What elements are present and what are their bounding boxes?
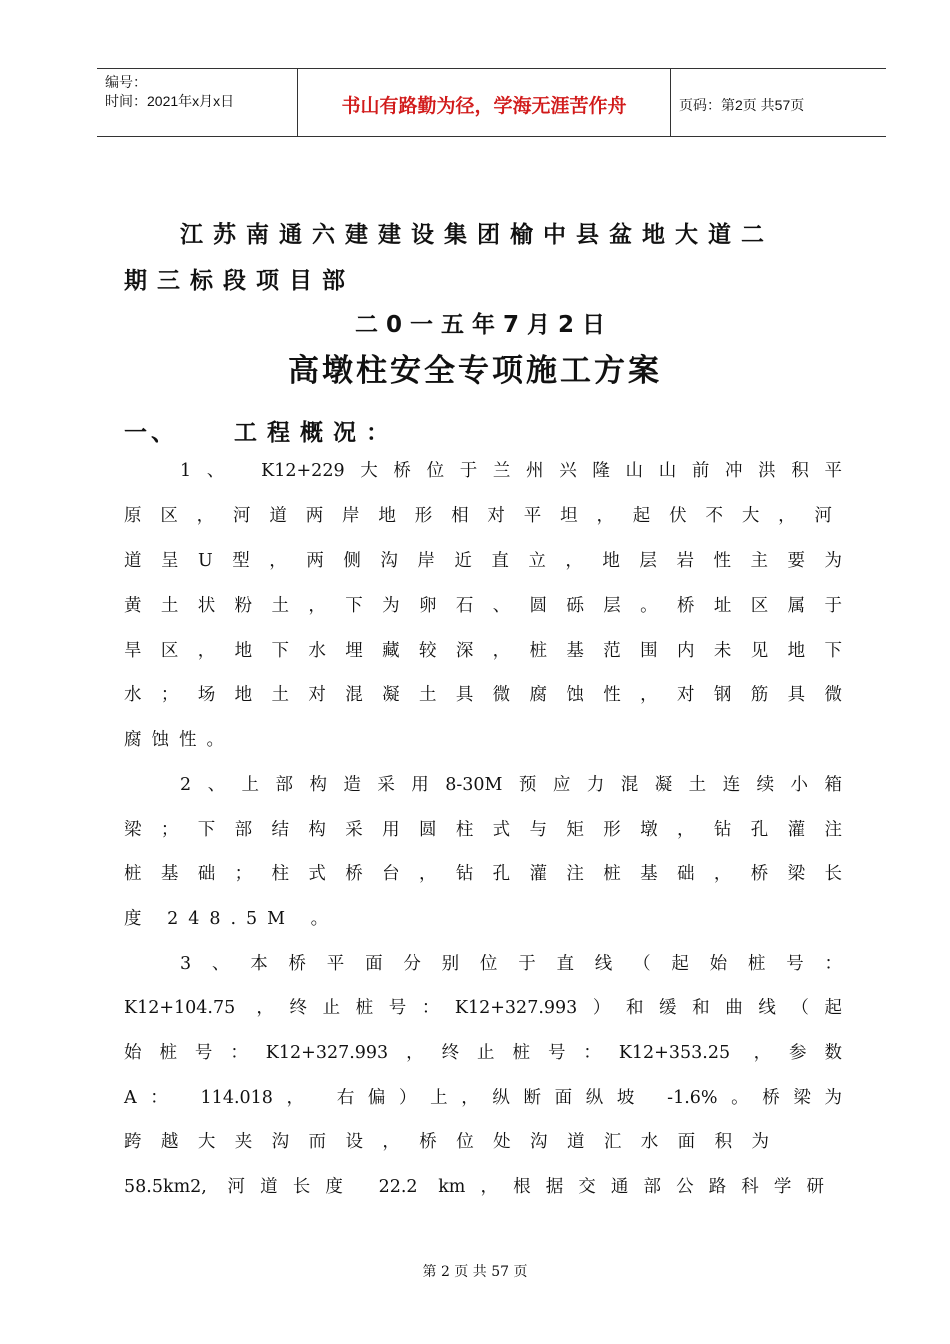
- body-line: 2、上部构造采用8-30M预应力混凝土连续小箱: [180, 775, 842, 795]
- body-line: 腐蚀性。: [124, 730, 234, 750]
- body-line: 始桩号：K12+327.993，终止桩号：K12+353.25 ，参数: [124, 1043, 842, 1063]
- header-number-label: 编号：: [105, 74, 147, 90]
- header-time-label: 时间：2021年x月x日: [105, 93, 235, 109]
- organization-line-1: 江苏南通六建建设集团榆中县盆地大道二: [180, 222, 774, 248]
- body-line: 1、 K12+229大桥位于兰州兴隆山山前冲洪积平: [180, 461, 842, 481]
- body-line: 58.5km2, 河道长度 22.2 km，根据交通部公路科学研: [124, 1177, 824, 1197]
- document-title: 高墩柱安全专项施工方案: [288, 353, 662, 389]
- body-line: 水；场地土对混凝土具微腐蚀性，对钢筋具微: [124, 685, 842, 705]
- header-page-info: 页码：第2页 共57页: [679, 97, 805, 113]
- body-line: 原区，河道两岸地形相对平坦，起伏不大，河: [124, 506, 842, 526]
- body-line: 度 248.5M 。: [124, 909, 339, 929]
- body-line: 黄土状粉土，下为卵石、圆砾层。桥址区属于: [124, 596, 842, 616]
- page-footer: 第 2 页 共 57 页: [422, 1264, 528, 1280]
- body-line: K12+104.75 ，终止桩号：K12+327.993）和缓和曲线（起: [124, 998, 842, 1018]
- header-motto-cell: [297, 69, 671, 136]
- section-heading: [124, 414, 399, 447]
- header-page-cell: [669, 69, 886, 136]
- page-header: [97, 68, 886, 137]
- section-number: 一、: [124, 420, 178, 446]
- body-line: 3、本桥平面分别位于直线（起始桩号：: [180, 954, 842, 974]
- body-line: 道呈U型，两侧沟岸近直立，地层岩性主要为: [124, 551, 842, 571]
- organization-line-2: 期三标段项目部: [124, 268, 355, 294]
- header-motto: 书山有路勤为径，学海无涯苦作舟: [341, 95, 627, 117]
- section-title: 工程概况：: [234, 420, 399, 446]
- header-meta: [97, 69, 297, 136]
- body-line: 跨越大夹沟而设，桥位处沟道汇水面积为: [124, 1132, 769, 1152]
- body-line: A： 114.018， 右偏）上，纵断面纵坡 -1.6%。桥梁为: [124, 1088, 842, 1108]
- body-line: 梁；下部结构采用圆柱式与矩形墩，钻孔灌注: [124, 820, 842, 840]
- body-line: 旱区，地下水埋藏较深，桩基范围内未见地下: [124, 641, 842, 661]
- document-date: 二0一五年7月2日: [355, 312, 614, 338]
- body-line: 桩基础；柱式桥台，钻孔灌注桩基础，桥梁长: [124, 864, 842, 884]
